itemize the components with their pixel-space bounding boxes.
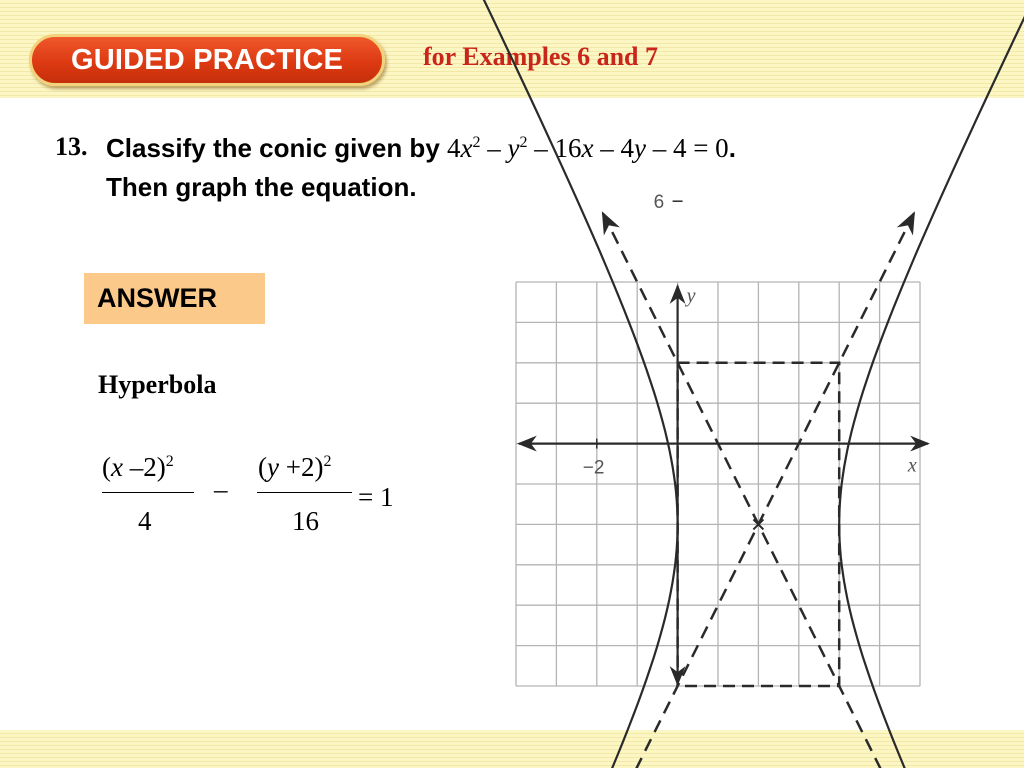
x-tick-label: −2 <box>582 457 605 479</box>
conic-equation: $4x^2 - y^2 - 16x - 4y - 4 = 0$ <box>447 133 729 163</box>
right-branch <box>839 0 1024 768</box>
equals-one: = 1 <box>358 482 394 512</box>
fraction2-numerator: $(y +2)^2$ <box>258 452 332 482</box>
hyperbola-graph <box>510 192 930 696</box>
hyperbola-branches <box>439 0 1024 768</box>
answer-label: ANSWER <box>97 283 217 313</box>
guided-practice-badge <box>29 34 385 86</box>
question-number: 13. <box>55 132 88 161</box>
grid-lines <box>516 282 920 686</box>
question-prompt-line: Classify the conic given by $4x^2 - y^2 - 16x - 4y - 4 = 0$. <box>106 133 736 163</box>
fraction2-denominator: 16 <box>292 506 319 536</box>
guided-practice-label: GUIDED PRACTICE <box>70 43 344 76</box>
fraction2-bar <box>257 492 352 493</box>
examples-subtitle: for Examples 6 and 7 <box>423 42 658 71</box>
question-prompt: Classify the conic given by <box>106 133 440 163</box>
fraction1-numerator: (x –2)$^2$ <box>102 452 174 482</box>
left-branch <box>439 0 677 768</box>
minus-sign: – <box>214 474 228 504</box>
fraction1-bar <box>102 492 194 493</box>
fraction1-denominator: 4 <box>138 506 152 536</box>
y-axis-label: y <box>686 285 696 307</box>
answer-box <box>84 273 265 324</box>
asymptote <box>603 213 916 768</box>
y-tick-label: 6 <box>653 192 665 214</box>
coordinate-axes <box>519 201 928 684</box>
question-instruction: Then graph the equation. <box>106 172 417 202</box>
x-axis-label: x <box>907 454 917 477</box>
asymptote <box>601 213 914 768</box>
classification-answer: Hyperbola <box>98 370 217 399</box>
